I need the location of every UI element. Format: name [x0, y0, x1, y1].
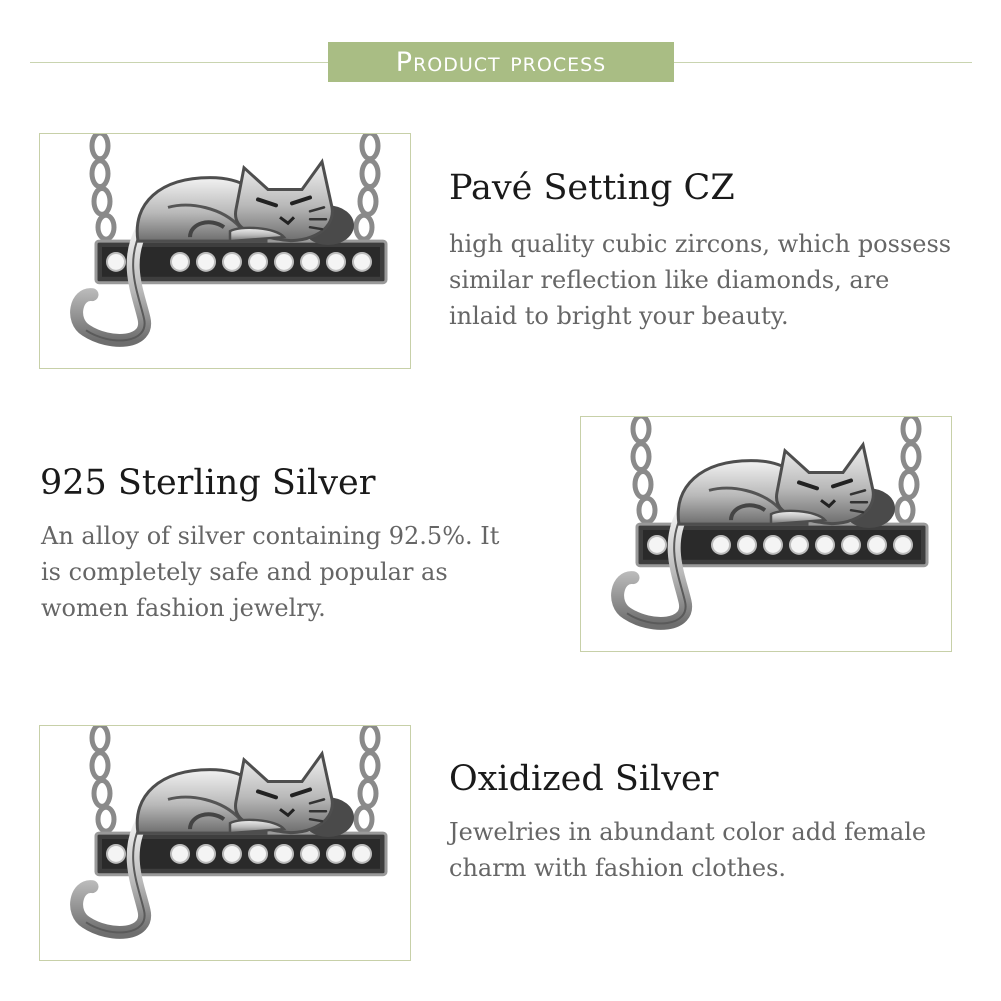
feature-title-pave-setting: Pavé Setting CZ — [449, 168, 735, 208]
header-divider-right — [672, 62, 972, 63]
necklace-image — [40, 726, 410, 960]
product-photo-sterling-silver — [580, 416, 952, 652]
description-line: charm with fashion clothes. — [449, 854, 787, 882]
description-line: An alloy of silver containing 92.5%. It — [41, 522, 500, 550]
section-title: Product process — [395, 46, 607, 78]
description-line: is completely safe and popular as — [41, 558, 448, 586]
description-line: high quality cubic zircons, which possess — [449, 230, 952, 258]
description-line: inlaid to bright your beauty. — [449, 302, 789, 330]
feature-title-oxidized-silver: Oxidized Silver — [449, 759, 719, 799]
header-divider-left — [30, 62, 330, 63]
necklace-image — [40, 134, 410, 368]
description-line: women fashion jewelry. — [41, 594, 326, 622]
description-line: Jewelries in abundant color add female — [449, 818, 927, 846]
feature-description-sterling-silver — [41, 518, 499, 626]
product-photo-oxidized-silver — [39, 725, 411, 961]
necklace-image — [581, 417, 951, 651]
feature-description-pave-setting — [449, 226, 951, 334]
section-banner — [328, 42, 674, 82]
product-photo-pave-setting — [39, 133, 411, 369]
description-line: similar reflection like diamonds, are — [449, 266, 890, 294]
feature-description-oxidized-silver — [449, 814, 926, 886]
feature-title-sterling-silver: 925 Sterling Silver — [40, 463, 376, 503]
